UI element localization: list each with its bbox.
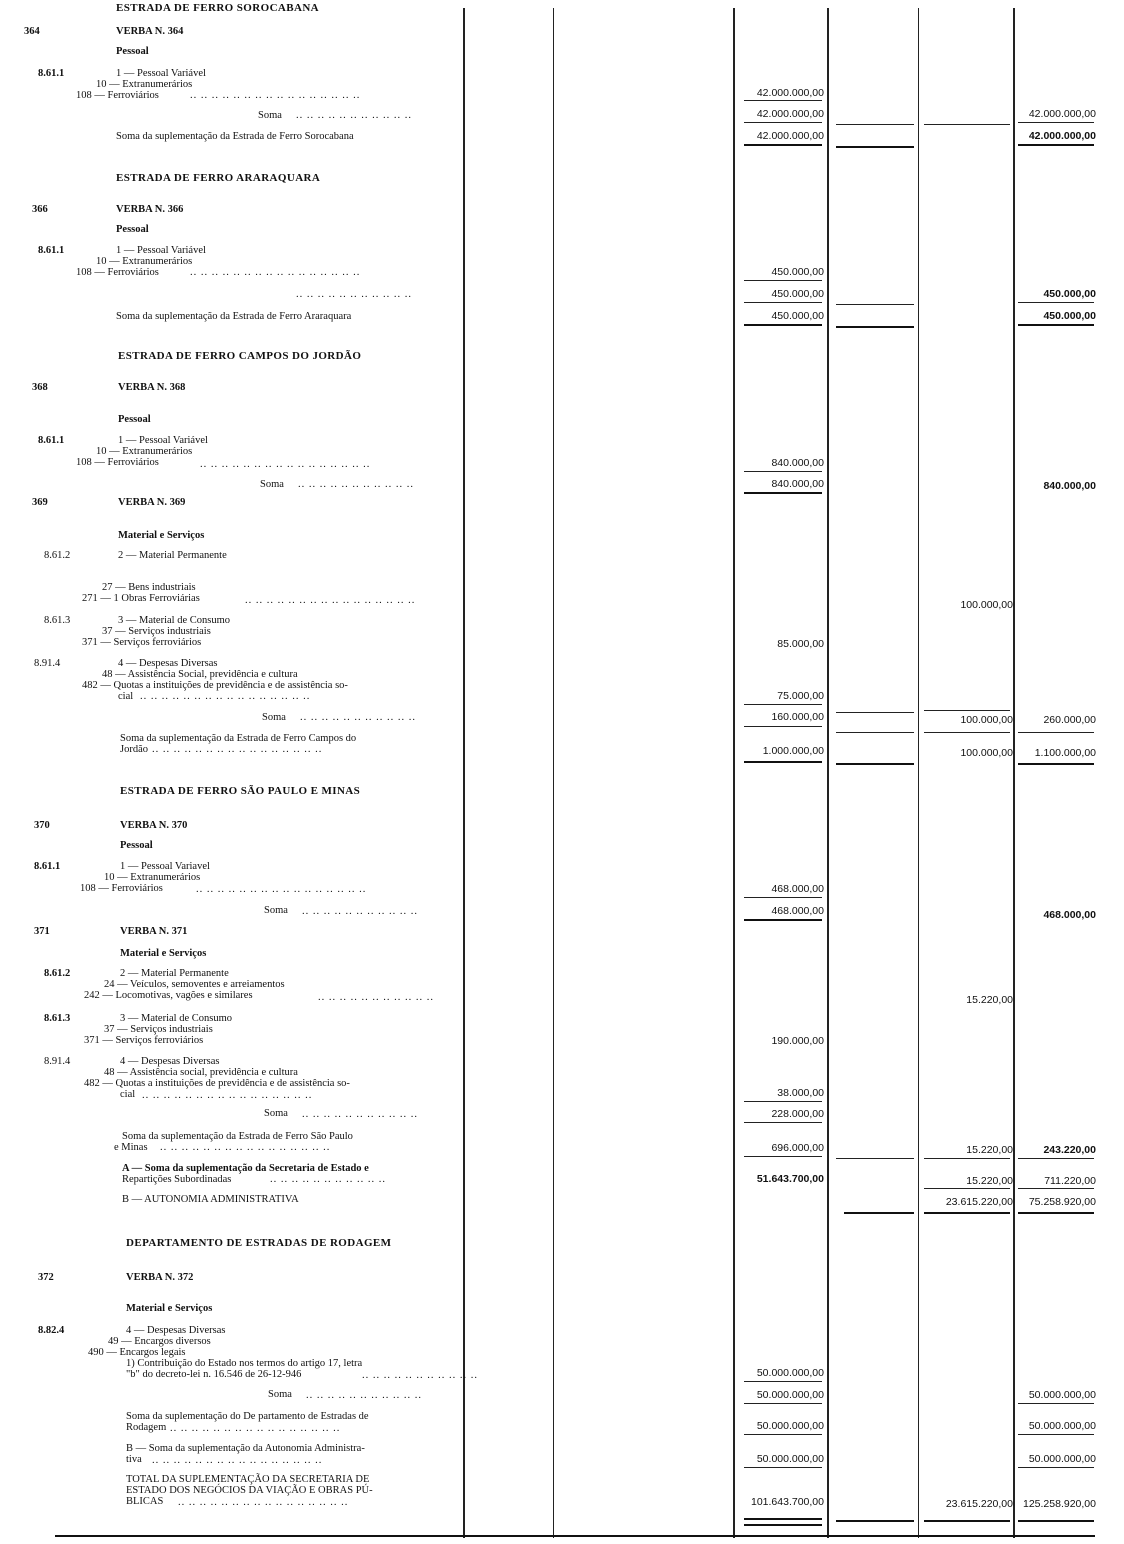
subtotal-label: Rodagem — [126, 1422, 167, 1433]
group-heading: Material e Serviços — [118, 530, 205, 541]
amount: 23.615.220,00 — [945, 1196, 1013, 1208]
line-item: 2 — Material Permanente — [118, 550, 227, 561]
line-item: 271 — 1 Obras Ferroviárias — [82, 593, 200, 604]
code: 8.82.4 — [38, 1325, 65, 1336]
verba-heading: VERBA N. 372 — [126, 1272, 194, 1283]
leader-dots: .. .. .. .. .. .. .. .. .. .. .. .. .. .. .. .. — [152, 744, 323, 755]
code: 8.61.1 — [38, 68, 65, 79]
verba-heading: VERBA N. 368 — [118, 382, 186, 393]
leader-dots: .. .. .. .. .. .. .. .. .. .. .. .. .. .. .. .. — [160, 1142, 331, 1153]
code: 8.61.1 — [38, 245, 65, 256]
bottom-rule — [55, 1535, 1095, 1537]
amount: 75.258.920,00 — [1028, 1196, 1096, 1208]
line-item: 490 — Encargos legais — [88, 1347, 186, 1358]
leader-dots: .. .. .. .. .. .. .. .. .. .. .. — [302, 1109, 418, 1120]
leader-dots: .. .. .. .. .. .. .. .. .. .. .. .. .. .. .. .. — [140, 691, 311, 702]
soma-label: Soma — [262, 712, 286, 723]
group-heading: Pessoal — [118, 414, 151, 425]
leader-dots: .. .. .. .. .. .. .. .. .. .. .. — [318, 992, 434, 1003]
section-title: ESTRADA DE FERRO SOROCABANA — [116, 2, 320, 14]
amount: 50.000.000,00 — [756, 1453, 824, 1465]
soma-label: Soma — [268, 1389, 292, 1400]
line-item: 371 — Serviços ferroviários — [84, 1035, 204, 1046]
code: 8.91.4 — [34, 658, 61, 669]
amount: 468.000,00 — [1043, 909, 1096, 921]
verba-number: 364 — [24, 26, 40, 37]
leader-dots: .. .. .. .. .. .. .. .. .. .. .. .. .. .. .. .. — [170, 1423, 341, 1434]
grand-total-label: TOTAL DA SUPLEMENTAÇÃO DA SECRETARIA DE — [126, 1474, 370, 1485]
subtotal-label: Soma da suplementação da Estrada de Ferro Araraquara — [116, 311, 352, 322]
leader-dots: .. .. .. .. .. .. .. .. .. .. .. — [296, 289, 412, 300]
line-item: 10 — Extranumerários — [96, 446, 193, 457]
line-item: "b" do decreto-lei n. 16.546 de 26-12-946 — [126, 1369, 302, 1380]
line-item: 37 — Serviços industriais — [104, 1024, 213, 1035]
amount: 840.000,00 — [1043, 480, 1096, 492]
line-item: 4 — Despesas Diversas — [126, 1325, 226, 1336]
group-heading: Material e Serviços — [120, 948, 207, 959]
line-item: 4 — Despesas Diversas — [118, 658, 218, 669]
subtotal-label: Jordão — [120, 744, 148, 755]
amount: 50.000.000,00 — [756, 1420, 824, 1432]
leader-dots: .. .. .. .. .. .. .. .. .. .. .. .. .. .. .. .. — [200, 459, 371, 470]
amount: 51.643.700,00 — [756, 1173, 824, 1185]
soma-label: Soma — [260, 479, 284, 490]
verba-heading: VERBA N. 369 — [118, 497, 186, 508]
leader-dots: .. .. .. .. .. .. .. .. .. .. .. — [296, 110, 412, 121]
amount: 100.000,00 — [960, 714, 1013, 726]
leader-dots: .. .. .. .. .. .. .. .. .. .. .. — [302, 906, 418, 917]
line-item: 371 — Serviços ferroviários — [82, 637, 202, 648]
group-heading: Material e Serviços — [126, 1303, 213, 1314]
line-item: 1 — Pessoal Variável — [116, 245, 206, 256]
amount: 468.000,00 — [771, 905, 824, 917]
line-item: 10 — Extranumerários — [104, 872, 201, 883]
verba-number: 372 — [38, 1272, 54, 1283]
amount: 450.000,00 — [1043, 310, 1096, 322]
leader-dots: .. .. .. .. .. .. .. .. .. .. .. — [362, 1370, 478, 1381]
leader-dots: .. .. .. .. .. .. .. .. .. .. .. — [270, 1174, 386, 1185]
column-rule — [733, 8, 735, 1538]
verba-heading: VERBA N. 370 — [120, 820, 188, 831]
amount: 840.000,00 — [771, 457, 824, 469]
section-label: B — AUTONOMIA ADMINISTRATIVA — [122, 1194, 299, 1205]
line-item: 3 — Material de Consumo — [120, 1013, 232, 1024]
amount: 260.000,00 — [1043, 714, 1096, 726]
amount: 450.000,00 — [771, 266, 824, 278]
line-item: 1 — Pessoal Variável — [116, 68, 206, 79]
leader-dots: .. .. .. .. .. .. .. .. .. .. .. — [306, 1390, 422, 1401]
amount: 50.000.000,00 — [756, 1367, 824, 1379]
line-item: 482 — Quotas a instituições de previdência e de assistência so- — [82, 680, 348, 691]
leader-dots: .. .. .. .. .. .. .. .. .. .. .. — [300, 712, 416, 723]
leader-dots: .. .. .. .. .. .. .. .. .. .. .. .. .. .. .. .. — [190, 90, 361, 101]
code: 8.61.2 — [44, 550, 71, 561]
amount: 190.000,00 — [771, 1035, 824, 1047]
leader-dots: .. .. .. .. .. .. .. .. .. .. .. .. .. .. .. .. — [178, 1497, 349, 1508]
amount: 42.000.000,00 — [1028, 108, 1096, 120]
amount: 228.000,00 — [771, 1108, 824, 1120]
line-item: 1) Contribuição do Estado nos termos do artigo 17, letra — [126, 1358, 363, 1369]
verba-number: 370 — [34, 820, 50, 831]
line-item: 1 — Pessoal Variável — [118, 435, 208, 446]
leader-dots: .. .. .. .. .. .. .. .. .. .. .. .. .. .. .. .. — [190, 267, 361, 278]
line-item: 4 — Despesas Diversas — [120, 1056, 220, 1067]
line-item: 108 — Ferroviários — [76, 457, 159, 468]
leader-dots: .. .. .. .. .. .. .. .. .. .. .. — [298, 479, 414, 490]
soma-label: Soma — [264, 905, 288, 916]
column-rule — [1013, 8, 1015, 1538]
verba-number: 371 — [34, 926, 50, 937]
code: 8.61.1 — [34, 861, 61, 872]
amount: 38.000,00 — [777, 1087, 824, 1099]
amount: 15.220,00 — [966, 994, 1013, 1006]
amount: 15.220,00 — [966, 1144, 1013, 1156]
code: 8.61.2 — [44, 968, 71, 979]
column-rule — [463, 8, 465, 1538]
code: 8.61.3 — [44, 1013, 71, 1024]
code: 8.91.4 — [44, 1056, 71, 1067]
column-rule — [918, 8, 919, 1538]
amount: 15.220,00 — [966, 1175, 1013, 1187]
code: 8.61.1 — [38, 435, 65, 446]
subtotal-label: Soma da suplementação da Estrada de Ferro São Paulo — [122, 1131, 353, 1142]
line-item: 3 — Material de Consumo — [118, 615, 230, 626]
amount: 50.000.000,00 — [756, 1389, 824, 1401]
verba-number: 369 — [32, 497, 48, 508]
soma-label: Soma — [258, 110, 282, 121]
amount: 243.220,00 — [1043, 1144, 1096, 1156]
line-item: 1 — Pessoal Variavel — [120, 861, 210, 872]
section-title: ESTRADA DE FERRO CAMPOS DO JORDÃO — [118, 350, 362, 362]
line-item: 24 — Veículos, semoventes e arreiamentos — [104, 979, 285, 990]
grand-total-label: BLICAS — [126, 1496, 164, 1507]
total-label: A — Soma da suplementação da Secretaria de Estado e — [122, 1163, 369, 1174]
column-rule — [827, 8, 829, 1538]
subtotal-label: e Minas — [114, 1142, 148, 1153]
section-title: DEPARTAMENTO DE ESTRADAS DE RODAGEM — [126, 1237, 392, 1249]
line-item: 48 — Assistência social, previdência e cultura — [104, 1067, 298, 1078]
line-item: 108 — Ferroviários — [76, 90, 159, 101]
amount: 85.000,00 — [777, 638, 824, 650]
total-label: tiva — [126, 1454, 142, 1465]
amount: 42.000.000,00 — [756, 130, 824, 142]
verba-heading: VERBA N. 371 — [120, 926, 188, 937]
column-rule — [553, 8, 554, 1538]
amount: 101.643.700,00 — [751, 1496, 824, 1508]
amount: 450.000,00 — [771, 288, 824, 300]
line-item: cial — [118, 691, 134, 702]
group-heading: Pessoal — [116, 224, 149, 235]
soma-label: Soma — [264, 1108, 288, 1119]
verba-number: 366 — [32, 204, 48, 215]
amount: 696.000,00 — [771, 1142, 824, 1154]
amount: 160.000,00 — [771, 711, 824, 723]
amount: 711.220,00 — [1044, 1175, 1096, 1187]
group-heading: Pessoal — [116, 46, 149, 57]
verba-heading: VERBA N. 366 — [116, 204, 184, 215]
code: 8.61.3 — [44, 615, 71, 626]
line-item: cial — [120, 1089, 136, 1100]
subtotal-label: Soma da suplementação da Estrada de Ferro Campos do — [120, 733, 357, 744]
line-item: 37 — Serviços industriais — [102, 626, 211, 637]
amount: 50.000.000,00 — [1028, 1453, 1096, 1465]
line-item: 48 — Assistência Social, previdência e cultura — [102, 669, 298, 680]
amount: 468.000,00 — [771, 883, 824, 895]
amount: 450.000,00 — [1043, 288, 1096, 300]
leader-dots: .. .. .. .. .. .. .. .. .. .. .. .. .. .. .. .. — [196, 884, 367, 895]
line-item: 2 — Material Permanente — [120, 968, 229, 979]
amount: 42.000.000,00 — [756, 108, 824, 120]
amount: 75.000,00 — [777, 690, 824, 702]
amount: 42.000.000,00 — [1028, 130, 1096, 142]
amount: 125.258.920,00 — [1023, 1498, 1096, 1510]
verba-number: 368 — [32, 382, 48, 393]
leader-dots: .. .. .. .. .. .. .. .. .. .. .. .. .. .. .. .. — [142, 1090, 313, 1101]
amount: 100.000,00 — [960, 599, 1013, 611]
amount: 50.000.000,00 — [1028, 1389, 1096, 1401]
amount: 100.000,00 — [960, 747, 1013, 759]
total-label: B — Soma da suplementação da Autonomia Administra- — [126, 1443, 365, 1454]
verba-heading: VERBA N. 364 — [116, 26, 184, 37]
line-item: 242 — Locomotivas, vagões e similares — [84, 990, 253, 1001]
amount: 42.000.000,00 — [756, 87, 824, 99]
section-title: ESTRADA DE FERRO ARARAQUARA — [116, 172, 321, 184]
group-heading: Pessoal — [120, 840, 153, 851]
amount: 50.000.000,00 — [1028, 1420, 1096, 1432]
amount: 23.615.220,00 — [945, 1498, 1013, 1510]
line-item: 49 — Encargos diversos — [108, 1336, 211, 1347]
line-item: 10 — Extranumerários — [96, 79, 193, 90]
leader-dots: .. .. .. .. .. .. .. .. .. .. .. .. .. .. .. .. — [245, 595, 416, 606]
amount: 840.000,00 — [771, 478, 824, 490]
subtotal-label: Soma da suplementação da Estrada de Ferro Sorocabana — [116, 131, 354, 142]
amount: 1.000.000,00 — [762, 745, 824, 757]
line-item: 10 — Extranumerários — [96, 256, 193, 267]
grand-total-label: ESTADO DOS NEGÓCIOS DA VIAÇÃO E OBRAS PÚ- — [126, 1485, 373, 1496]
amount: 1.100.000,00 — [1034, 747, 1096, 759]
total-label: Repartições Subordinadas — [122, 1174, 232, 1185]
line-item: 108 — Ferroviários — [76, 267, 159, 278]
leader-dots: .. .. .. .. .. .. .. .. .. .. .. .. .. .. .. .. — [152, 1455, 323, 1466]
line-item: 108 — Ferroviários — [80, 883, 163, 894]
section-title: ESTRADA DE FERRO SÃO PAULO E MINAS — [120, 785, 361, 797]
amount: 450.000,00 — [771, 310, 824, 322]
line-item: 27 — Bens industriais — [102, 582, 196, 593]
subtotal-label: Soma da suplementação do De partamento de Estradas de — [126, 1411, 369, 1422]
line-item: 482 — Quotas a instituições de previdência e de assistência so- — [84, 1078, 350, 1089]
